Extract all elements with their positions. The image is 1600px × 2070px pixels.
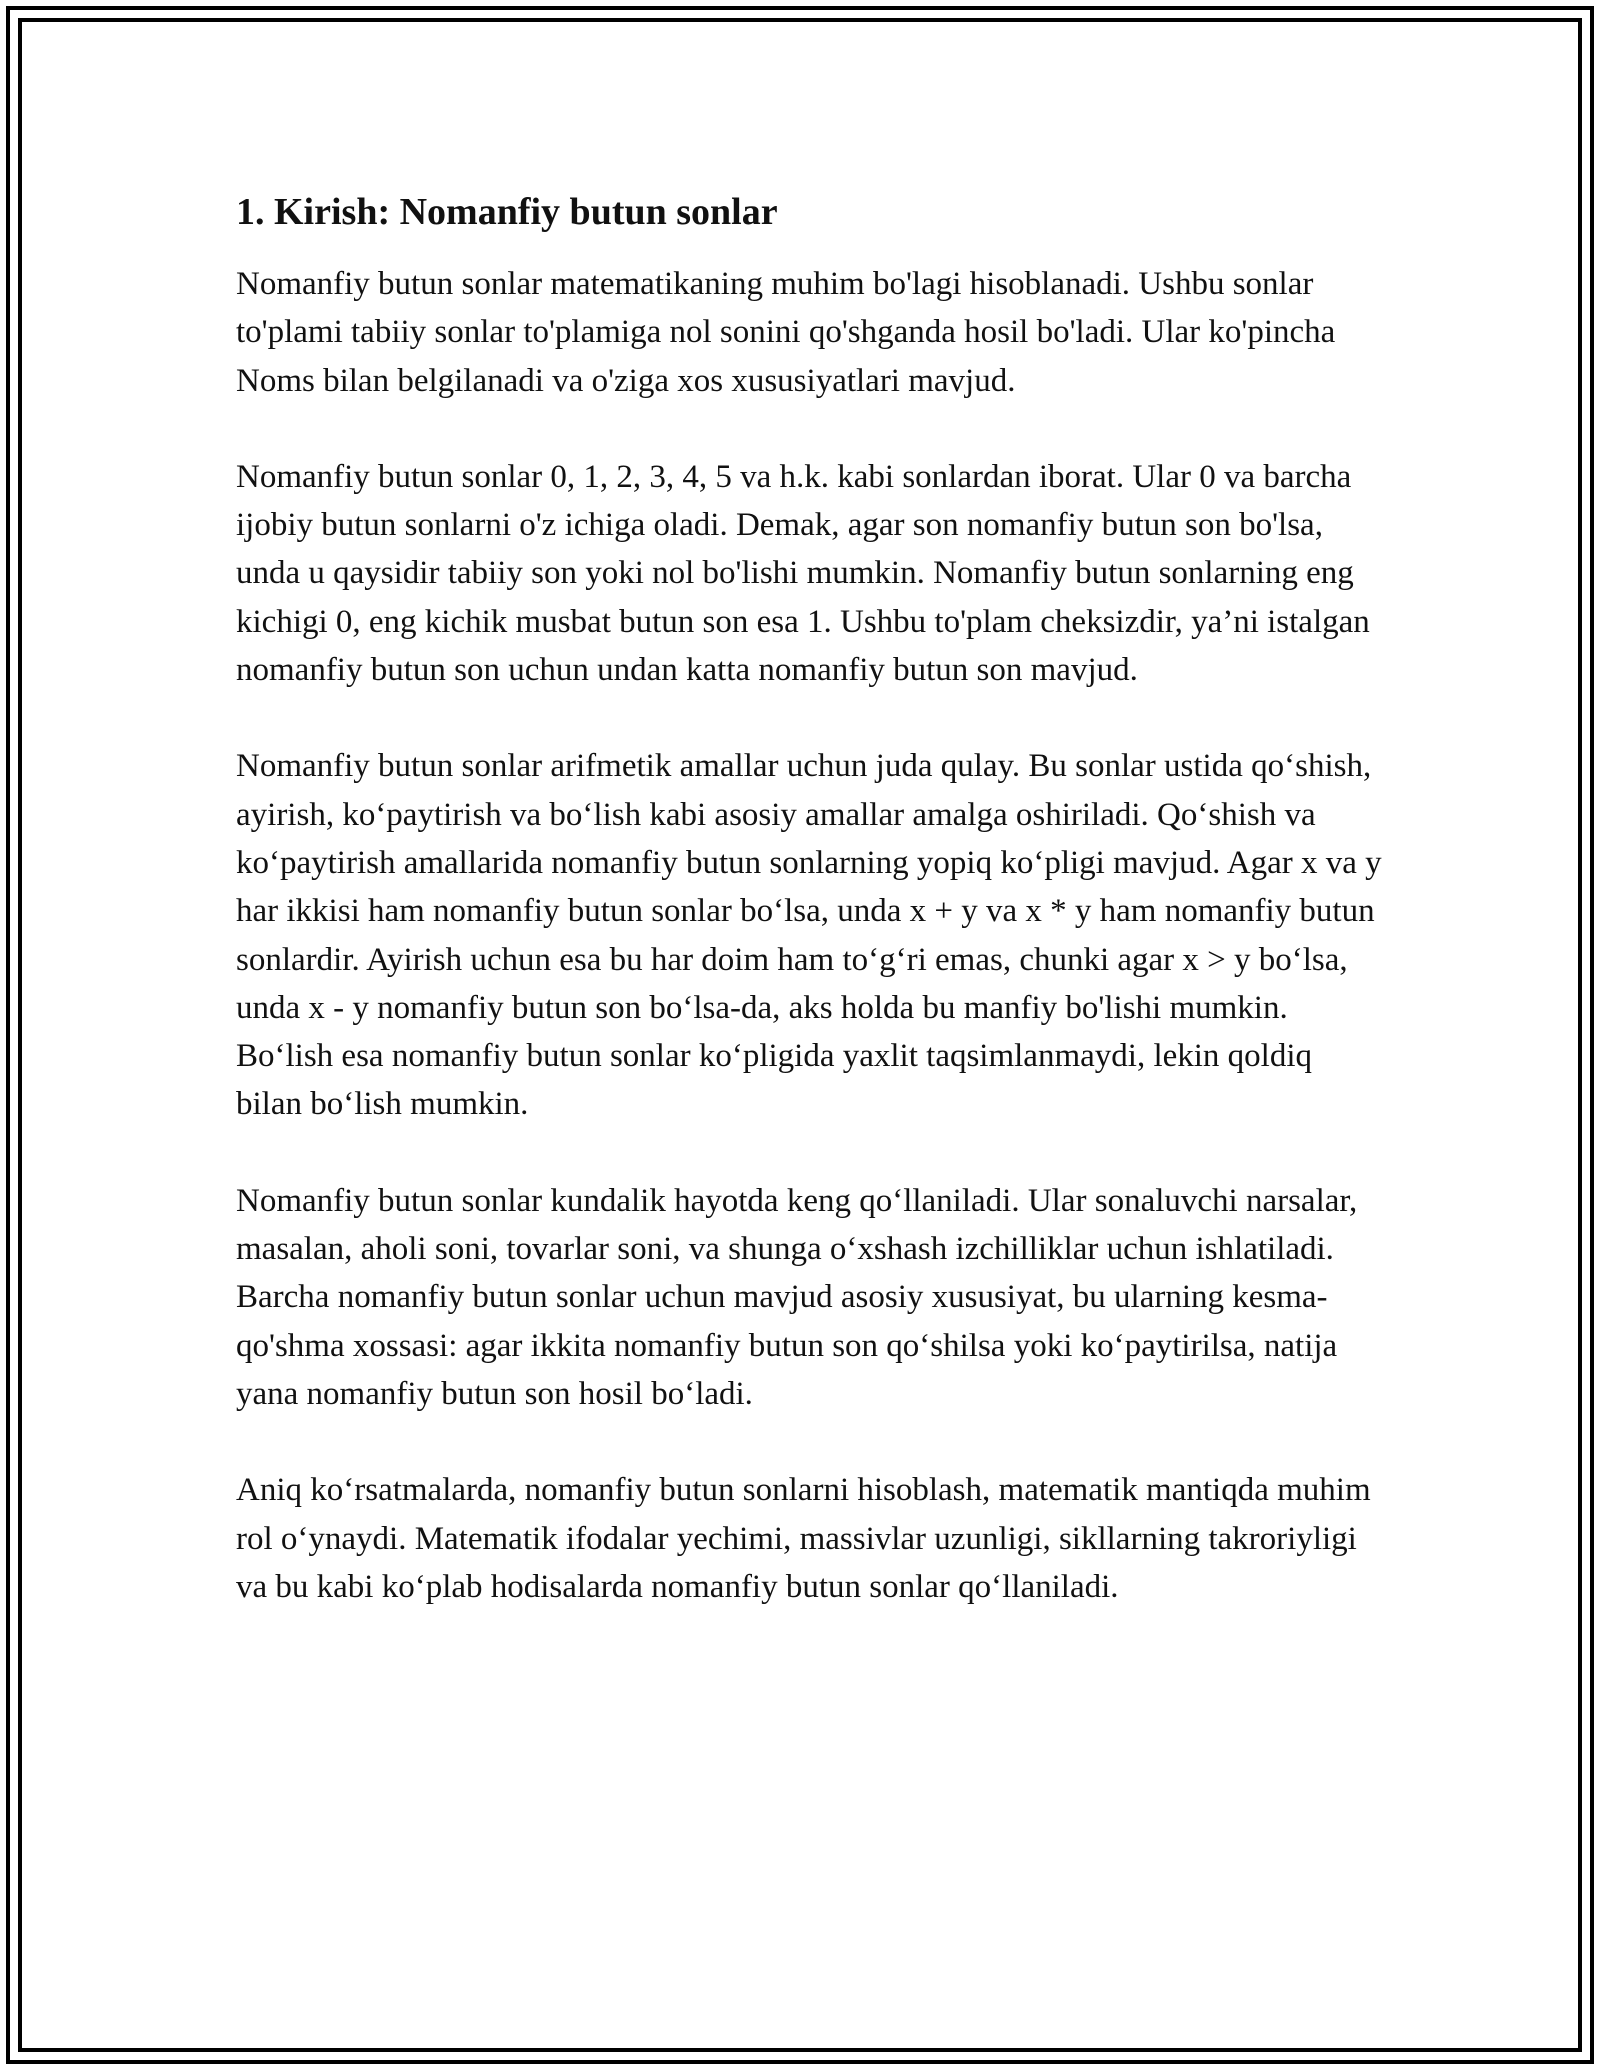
paragraph-arithmetic: Nomanfiy butun sonlar arifmetik amallar uchun juda qulay. Bu sonlar ustida qo‘shish, ayirish, ko‘paytirish va bo‘lish kabi asosiy amallar amalga oshiriladi. Qo‘shish va ko‘paytirish amallarida nomanfiy butun sonlarning yopiq ko‘pligi mavjud. Agar x va y har ikkisi ham nomanfiy butun sonlar bo‘lsa, unda x + y va x * y ham nomanfiy butun sonlardir. Ayirish uchun esa bu har doim ham to‘g‘ri emas, chunki agar x > y bo‘lsa, unda x - y nomanfiy butun son bo‘lsa-da, aks holda bu manfiy bo'lishi mumkin. Bo‘lish esa nomanfiy butun sonlar ko‘pligida yaxlit taqsimlanmaydi, lekin qoldiq bilan bo‘lish mumkin. (236, 748, 1382, 1123)
paragraph-applications: Aniq ko‘rsatmalarda, nomanfiy butun sonlarni hisoblash, matematik mantiqda muhim rol o‘ynaydi. Matematik ifodalar yechimi, massivlar uzunligi, sikllarning takroriyligi va bu kabi ko‘plab hodisalarda nomanfiy butun sonlar qo‘llaniladi. (236, 1472, 1371, 1605)
section-heading: 1. Kirish: Nomanfiy butun sonlar (236, 191, 778, 233)
paragraph-intro: Nomanfiy butun sonlar matematikaning muhim bo'lagi hisoblanadi. Ushbu sonlar to'plami tabiiy sonlar to'plamiga nol sonini qo'shganda hosil bo'ladi. Ular ko'pincha Noms bilan belgilanadi va o'ziga xos xususiyatlari mavjud. (236, 266, 1336, 399)
paragraph-everyday-use: Nomanfiy butun sonlar kundalik hayotda keng qo‘llaniladi. Ular sonaluvchi narsalar, masalan, aholi soni, tovarlar soni, va shunga o‘xshash izchilliklar uchun ishlatiladi. Barcha nomanfiy butun sonlar uchun mavjud asosiy xususiyat, bu ularning kesma-qo'shma xossasi: agar ikkita nomanfiy butun son qo‘shilsa yoki ko‘paytirilsa, natija yana nomanfiy butun son hosil bo‘ladi. (236, 1182, 1358, 1412)
document-body (236, 186, 1386, 1659)
paragraph-definition: Nomanfiy butun sonlar 0, 1, 2, 3, 4, 5 va h.k. kabi sonlardan iborat. Ular 0 va barcha ijobiy butun sonlarni o'z ichiga oladi. Demak, agar son nomanfiy butun son bo'lsa, unda u qaysidir tabiiy son yoki nol bo'lishi mumkin. Nomanfiy butun sonlarning eng kichigi 0, eng kichik musbat butun son esa 1. Ushbu to'plam cheksizdir, ya’ni istalgan nomanfiy butun son uchun undan katta nomanfiy butun son mavjud. (236, 458, 1370, 689)
